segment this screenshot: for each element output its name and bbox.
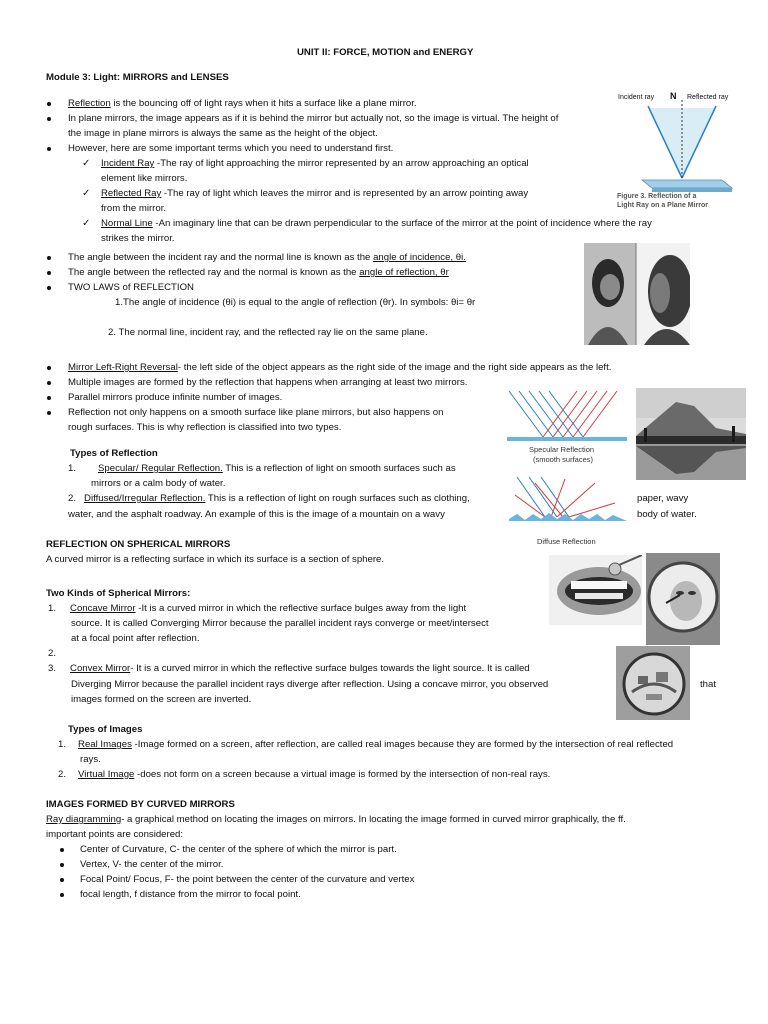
bullet <box>47 117 51 121</box>
incident-ray-label: Incident ray <box>618 94 655 101</box>
bullet <box>47 271 51 275</box>
check-icon: ✓ <box>82 218 91 229</box>
rough-surfaces-line2: rough surfaces. This is why reflection is classified into two types. <box>68 422 342 433</box>
two-kinds-heading: Two Kinds of Spherical Mirrors: <box>46 588 191 599</box>
diffuse-reflection-end2: body of water. <box>637 509 697 520</box>
focal-length: focal length, f distance from the mirror to focal point. <box>80 889 301 900</box>
types-of-images-heading: Types of Images <box>68 724 143 735</box>
convex-mirror-line2: Diverging Mirror because the parallel incident rays diverge after reflection. Using a concave mirror, you observed <box>71 679 549 690</box>
curved-mirror-images-heading: IMAGES FORMED BY CURVED MIRRORS <box>46 799 235 810</box>
check-icon: ✓ <box>82 188 91 199</box>
dental-mirror-photo <box>549 555 642 625</box>
two-laws-heading: TWO LAWS of REFLECTION <box>68 282 194 293</box>
real-images-def: 1. Real Images -Image formed on a screen, after reflection, are called real images because they are formed by the intersection of real reflected <box>58 739 674 750</box>
angle-reflection-def: The angle between the reflected ray and the normal is known as the angle of reflection, θr <box>68 267 449 278</box>
module-heading: Module 3: Light: MIRRORS and LENSES <box>46 72 229 83</box>
figure-plane-mirror <box>612 88 757 216</box>
plane-mirror-line1: In plane mirrors, the image appears as if it is behind the mirror but actually not, so the image is virtual. The height of <box>68 113 559 124</box>
parallel-mirrors: Parallel mirrors produce infinite number of images. <box>68 392 283 403</box>
check-icon: ✓ <box>82 158 91 169</box>
bullet <box>60 863 64 867</box>
figure3-caption-line1: Figure 3. Reflection of a <box>617 193 697 200</box>
center-of-curvature: Center of Curvature, C- the center of the sphere of which the mirror is part. <box>80 844 397 855</box>
reflected-ray-def: Reflected Ray -The ray of light which leaves the mirror and is represented by an arrow pointing away <box>101 188 529 199</box>
ray-diagramming-def: Ray diagramming- a graphical method on locating the images on mirrors. In locating the image formed in curved mirror graphically, the ff. <box>46 814 626 825</box>
law-2: 2. The normal line, incident ray, and the reflected ray lie on the same plane. <box>108 327 428 338</box>
real-images-line2: rays. <box>80 754 101 765</box>
bullet <box>47 366 51 370</box>
reflected-ray-def-line2: from the mirror. <box>101 203 167 214</box>
reflected-ray-label: Reflected ray <box>687 94 729 101</box>
specular-caption-line2: (smooth surfaces) <box>533 455 594 464</box>
incident-ray-def: Incident Ray -The ray of light approaching the mirror represented by an arrow approaching an optical <box>101 158 529 169</box>
convex-mirror-end2: that <box>700 679 717 690</box>
diffuse-reflection-def: 2. Diffused/Irregular Reflection. This is a reflection of light on rough surfaces such as clothing, <box>68 493 470 504</box>
convex-mirror-def: 3. Convex Mirror- It is a curved mirror in which the reflective surface bulges towards the light source. It is called <box>48 663 530 674</box>
spherical-mirrors-heading: REFLECTION ON SPHERICAL MIRRORS <box>46 539 231 550</box>
incident-ray-def-line2: element like mirrors. <box>101 173 188 184</box>
rough-surfaces-line1: Reflection not only happens on a smooth surface like plane mirrors, but also happens on <box>68 407 444 418</box>
concave-mirror-def: 1. Concave Mirror -It is a curved mirror in which the reflective surface bulges away from the light <box>48 603 467 614</box>
specular-diffuse-diagram <box>505 387 631 552</box>
spherical-mirror-def: A curved mirror is a reflecting surface in which its surface is a section of sphere. <box>46 554 385 565</box>
types-of-reflection-heading: Types of Reflection <box>70 448 158 459</box>
normal-line-def-line2: strikes the mirror. <box>101 233 175 244</box>
mountain-reflection-photo <box>636 388 746 480</box>
convex-mirror-line3: images formed on the screen are inverted. <box>71 694 252 705</box>
convex-mirror-photo <box>616 646 690 720</box>
virtual-image-def: 2. Virtual Image -does not form on a screen because a virtual image is formed by the intersection of non-real rays. <box>58 769 551 780</box>
focal-point: Focal Point/ Focus, F- the point between the center of the curvature and vertex <box>80 874 415 885</box>
specular-reflection-def: 1. Specular/ Regular Reflection. This is a reflection of light on smooth surfaces such as <box>68 463 456 474</box>
specular-caption-line1: Specular Reflection <box>529 445 595 454</box>
bullet-reflection: Reflection is the bouncing off of light rays when it hits a surface like a plane mirror. <box>68 98 417 109</box>
bullet <box>60 848 64 852</box>
vertex: Vertex, V- the center of the mirror. <box>80 859 224 870</box>
left-right-reversal: Mirror Left-Right Reversal- the left side of the object appears as the right side of the image and the right side appears as the left. <box>68 362 612 373</box>
bullet <box>60 878 64 882</box>
bullet <box>47 411 51 415</box>
bullet <box>47 102 51 106</box>
ray-diagramming-line2: important points are considered: <box>46 829 184 840</box>
concave-mirror-line2: source. It is called Converging Mirror because the parallel incident rays converge or meet/intersect <box>71 618 489 629</box>
list-number-2: 2. <box>48 648 57 659</box>
law-1: 1.The angle of incidence (θi) is equal to the angle of reflection (θr). In symbols: θi= θr <box>115 297 476 308</box>
mirror-reflection-photo <box>584 243 690 345</box>
important-terms-intro: However, here are some important terms which you need to understand first. <box>68 143 394 154</box>
bullet <box>60 893 64 897</box>
diffuse-reflection-line2: water, and the asphalt roadway. An example of this is the image of a mountain on a wavy <box>68 509 445 520</box>
bullet <box>47 286 51 290</box>
specular-reflection-line2: mirrors or a calm body of water. <box>91 478 226 489</box>
normal-label: N <box>670 91 677 101</box>
makeup-mirror-photo <box>646 553 720 645</box>
bullet <box>47 147 51 151</box>
multiple-images: Multiple images are formed by the reflection that happens when arranging at least two mirrors. <box>68 377 468 388</box>
normal-line-def: Normal Line -An imaginary line that can be drawn perpendicular to the surface of the mirror at the point of incidence where the ray <box>101 218 652 229</box>
page-title: UNIT II: FORCE, MOTION and ENERGY <box>297 47 474 58</box>
bullet <box>47 396 51 400</box>
figure3-caption-line2: Light Ray on a Plane Mirror <box>617 202 709 209</box>
angle-incidence-def: The angle between the incident ray and the normal line is known as the angle of incidence, θi. <box>68 252 466 263</box>
bullet <box>47 381 51 385</box>
plane-mirror-line2: the image in plane mirrors is always the same as the height of the object. <box>68 128 378 139</box>
diffuse-reflection-end1: paper, wavy <box>637 493 689 504</box>
bullet <box>47 256 51 260</box>
concave-mirror-line3: at a focal point after reflection. <box>71 633 200 644</box>
diffuse-caption-line1: Diffuse Reflection <box>537 537 596 546</box>
